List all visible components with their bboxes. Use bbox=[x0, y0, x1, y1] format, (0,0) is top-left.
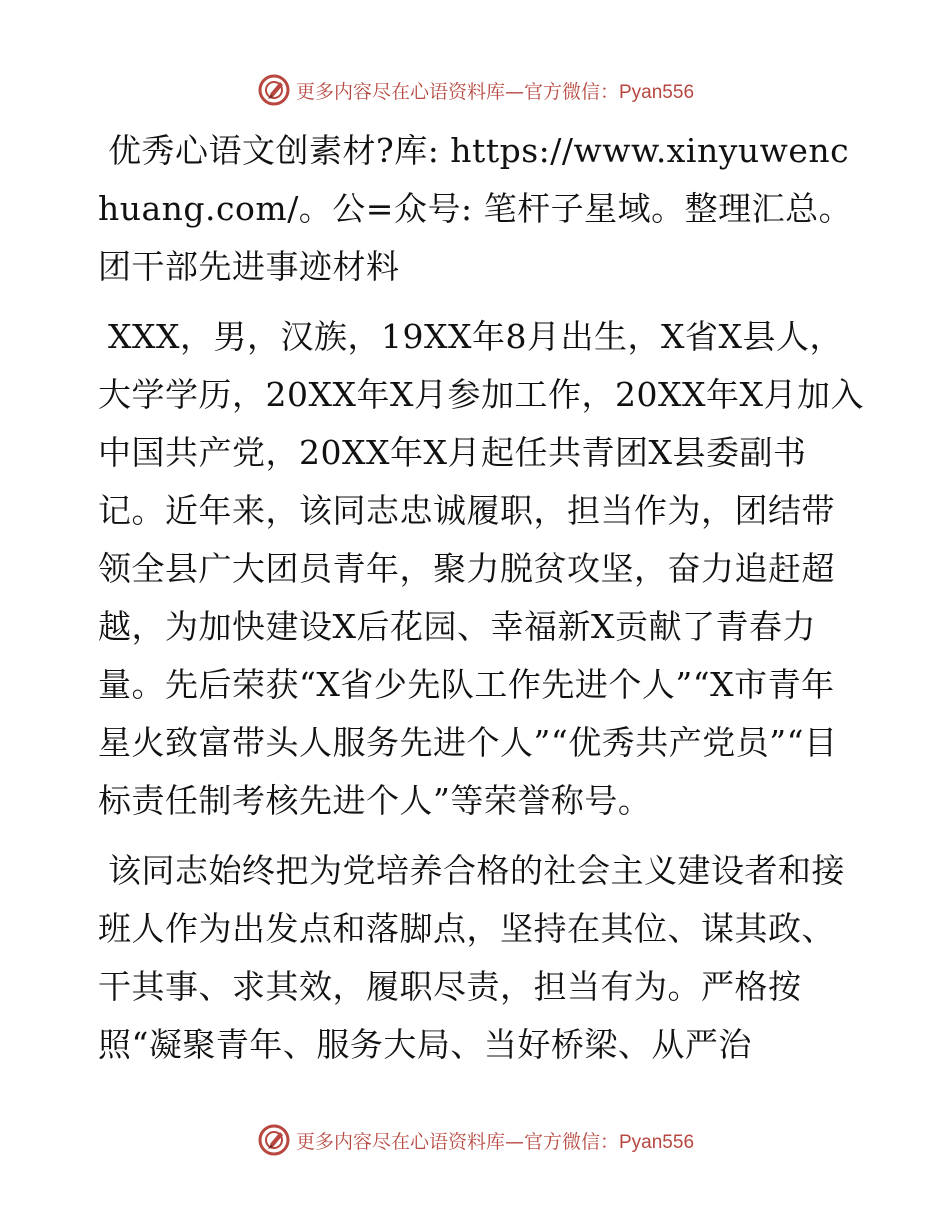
bio-paragraph: XXX，男，汉族，19XX年8月出生，X省X县人，大学学历，20XX年X月参加工作，20XX年X月加入中国共产党，20XX年X月起任共青团X县委副书记。近年来，该同志忠诚履职，担当作为，团结带领全县广大团员青年，聚力脱贫攻坚，奋力追赶超越，为加快建设X后花园、幸福新X贡献了青春力量。先后荣获“X省少先队工作先进个人”“X市青年星火致富带头人服务先进个人”“优秀共产党员”“目标责任制考核先进个人”等荣誉称号。 bbox=[98, 317, 864, 820]
watermark-text: 更多内容尽在心语资料库—官方微信：Pyan556 bbox=[295, 1130, 695, 1153]
document-body bbox=[98, 122, 868, 1074]
footer-watermark bbox=[0, 1120, 950, 1160]
watermark-text: 更多内容尽在心语资料库—官方微信：Pyan556 bbox=[295, 80, 695, 103]
seal-pen-logo-icon bbox=[256, 72, 292, 108]
header-watermark bbox=[0, 70, 950, 110]
duty-paragraph: 该同志始终把为党培养合格的社会主义建设者和接班人作为出发点和落脚点，坚持在其位、谋其政、干其事、求其效，履职尽责，担当有为。严格按照“凝聚青年、服务大局、当好桥梁、从严治 bbox=[98, 851, 845, 1064]
seal-pen-logo-icon bbox=[256, 1122, 292, 1158]
intro-paragraph: 优秀心语文创素材?库: https://www.xinyuwenchuang.com/。公=众号: 笔杆子星域。整理汇总。团干部先进事迹材料 bbox=[98, 131, 853, 286]
